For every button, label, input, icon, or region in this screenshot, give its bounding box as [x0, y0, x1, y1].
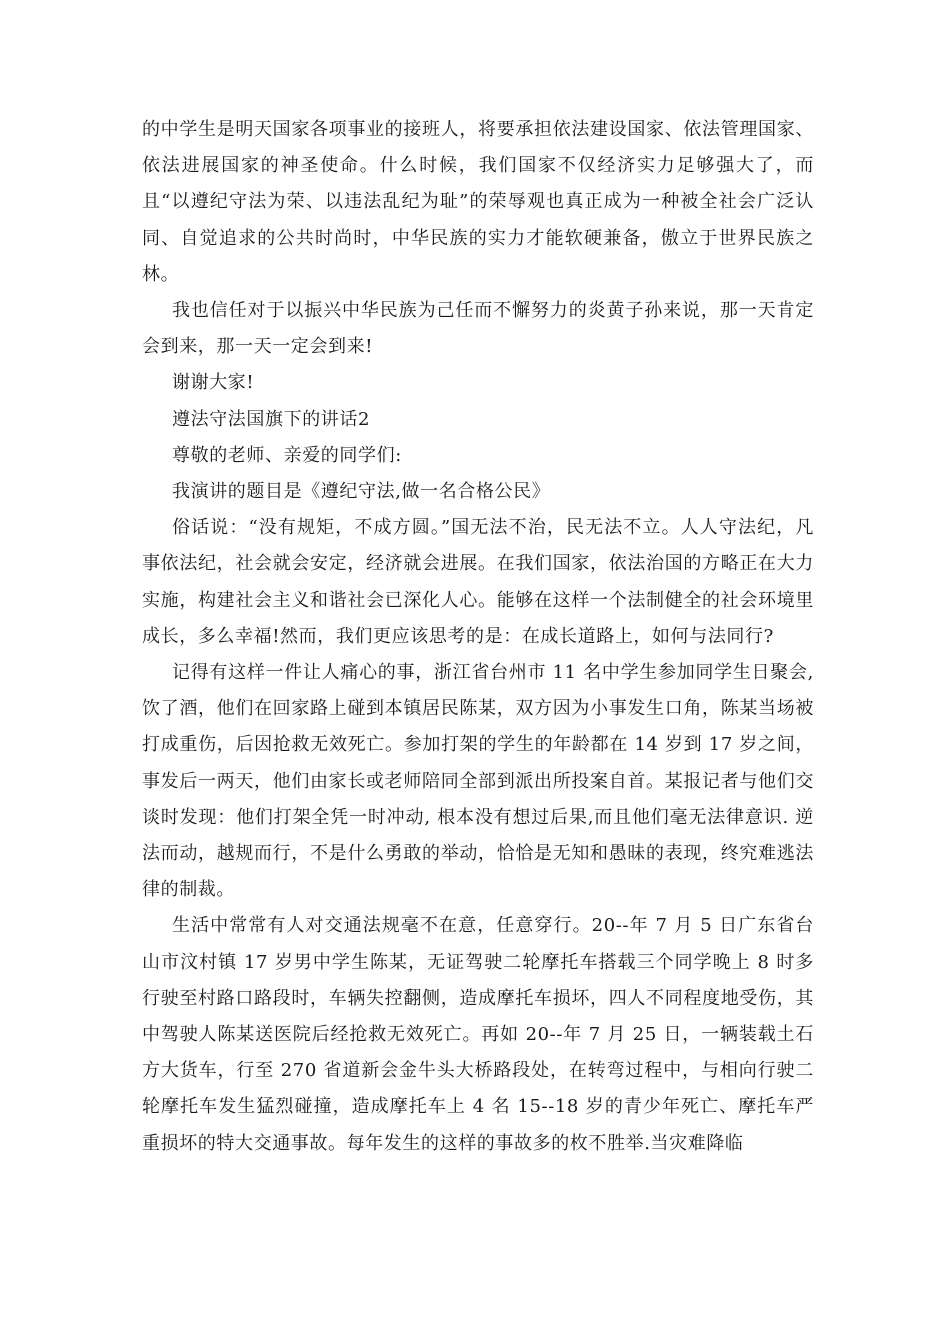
paragraph-9: 生活中常常有人对交通法规毫不在意，任意穿行。20--年 7 月 5 日广东省台山市汶村镇 17 岁男中学生陈某，无证驾驶二轮摩托车搭载三个同学晚上 8 时多行驶至村路口路段时，车辆失控翻侧，造成摩托车损坏，四人不同程度地受伤，其中驾驶人陈某送医院后经抢救无效死亡。再如 20--年 7 月 25 日，一辆装载土石方大货车，行至 270 省道新会金牛头大桥路段处，在转弯过程中，与相向行驶二轮摩托车发生猛烈碰撞，造成摩托车上 4 名 15--18 岁的青少年死亡、摩托车严重损坏的特大交通事故。每年发生的这样的事故多的枚不胜举.当灾难降临 — [142, 915, 814, 1154]
salutation: 尊敬的老师、亲爱的同学们: — [172, 444, 402, 466]
document-body — [142, 112, 814, 1162]
section-title: 遵法守法国旗下的讲话2 — [172, 408, 371, 430]
paragraph-8: 记得有这样一件让人痛心的事，浙江省台州市 11 名中学生参加同学生日聚会,饮了酒，他们在回家路上碰到本镇居民陈某，双方因为小事发生口角，陈某当场被打成重伤，后因抢救无效死亡。参加打架的学生的年龄都在 14 岁到 17 岁之间，事发后一两天，他们由家长或老师陪同全部到派出所投案自首。某报记者与他们交谈时发现：他们打架全凭一时冲动, 根本没有想过后果,而且他们毫无法律意识. 逆法而动，越规而行，不是什么勇敢的举动，恰恰是无知和愚昧的表现，终究难逃法律的制裁。 — [142, 662, 814, 901]
paragraph-2: 我也信任对于以振兴中华民族为己任而不懈努力的炎黄子孙来说，那一天肯定会到来，那一天一定会到来! — [142, 300, 814, 358]
paragraph-1: 的中学生是明天国家各项事业的接班人，将要承担依法建设国家、依法管理国家、依法进展国家的神圣使命。什么时候，我们国家不仅经济实力足够强大了，而且“以遵纪守法为荣、以违法乱纪为耻”的荣辱观也真正成为一种被全社会广泛认同、自觉追求的公共时尚时，中华民族的实力才能软硬兼备，傲立于世界民族之林。 — [142, 119, 814, 285]
paragraph-3: 谢谢大家! — [172, 372, 255, 394]
paragraph-7: 俗话说：“没有规矩，不成方圆。”国无法不治，民无法不立。人人守法纪，凡事依法纪，社会就会安定，经济就会进展。在我们国家，依法治国的方略正在大力实施，构建社会主义和谐社会已深化人心。能够在这样一个法制健全的社会环境里成长，多么幸福!然而，我们更应该思考的是：在成长道路上，如何与法同行? — [142, 517, 814, 647]
speech-topic: 我演讲的题目是《遵纪守法,做一名合格公民》 — [172, 481, 551, 503]
